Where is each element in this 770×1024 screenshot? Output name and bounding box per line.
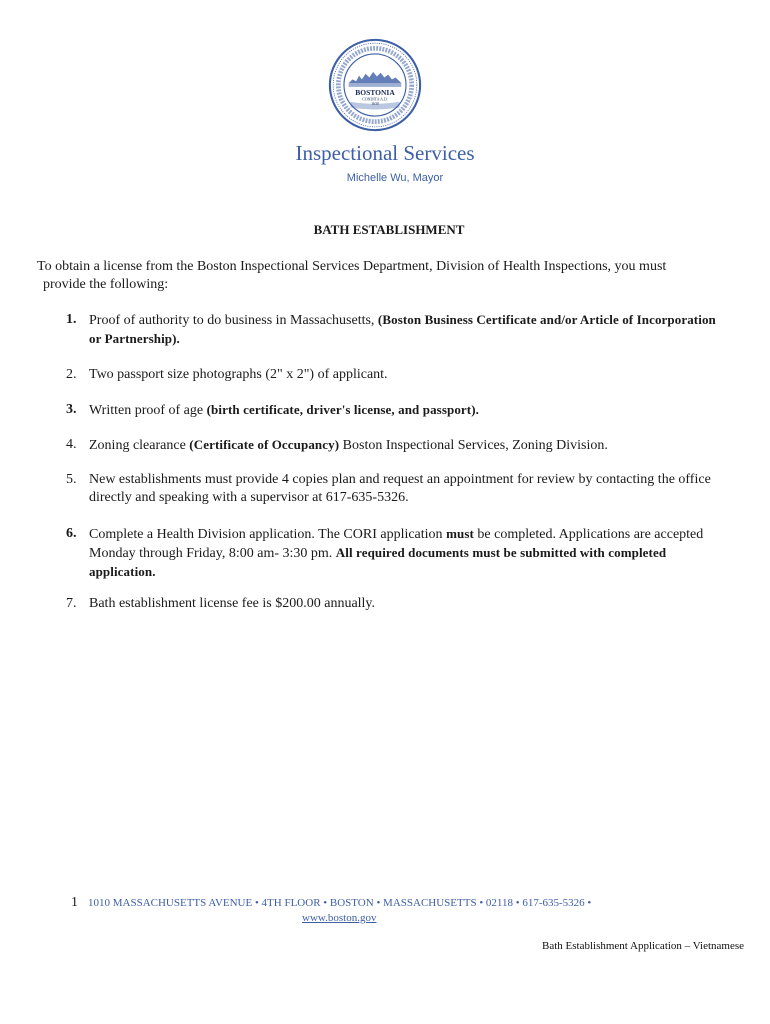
requirement-item <box>66 436 731 455</box>
requirement-item <box>66 366 731 384</box>
seal-bostonia-text: BOSTONIA <box>355 87 395 97</box>
intro-line-2: provide the following: <box>43 277 169 292</box>
mayor-name: Michelle Wu, Mayor <box>346 172 444 184</box>
requirement-item <box>66 471 731 507</box>
document-title: BATH ESTABLISHMENT <box>313 222 465 237</box>
requirement-text: Bath establishment license fee is $200.00 annually. <box>89 596 376 611</box>
seal-year-text: 1630 <box>371 101 379 107</box>
requirement-text: Complete a Health Division application. The CORI application must be completed. Applications are accepted Monday through Friday, 8:00 am- 3:30 pm. All required documents must be submitted with completed application. <box>89 526 704 579</box>
requirement-number: 7. <box>66 596 77 611</box>
footer-website-link[interactable]: www.boston.gov <box>302 912 377 924</box>
requirement-number: 6. <box>66 526 77 541</box>
requirement-number: 2. <box>66 367 77 382</box>
requirement-number: 5. <box>66 472 77 487</box>
requirement-text: Written proof of age (birth certificate, driver's license, and passport). <box>89 402 479 418</box>
requirement-number: 1. <box>66 312 77 327</box>
document-footer-label: Bath Establishment Application – Vietnamese <box>542 940 744 952</box>
requirement-item <box>66 311 731 349</box>
page-number: 1 <box>71 895 78 910</box>
requirement-text: Zoning clearance (Certificate of Occupancy) Boston Inspectional Services, Zoning Division. <box>89 437 608 453</box>
requirement-number: 4. <box>66 437 77 452</box>
department-name: Inspectional Services <box>295 141 475 165</box>
seal-condita-text: CONDITA A.D. <box>362 96 388 102</box>
requirement-number: 3. <box>66 402 77 417</box>
requirement-text: Proof of authority to do business in Massachusetts, (Boston Business Certificate and/or Article of Incorporation or Partnership). <box>89 312 716 346</box>
requirement-item <box>66 401 731 420</box>
requirement-item <box>66 595 731 613</box>
requirement-item <box>66 525 731 582</box>
requirement-text: Two passport size photographs (2" x 2") of applicant. <box>89 367 388 382</box>
intro-line-1: To obtain a license from the Boston Inspectional Services Department, Division of Health Inspections, you must <box>37 259 667 274</box>
requirement-text: New establishments must provide 4 copies plan and request an appointment for review by contacting the office directly and speaking with a supervisor at 617-635-5326. <box>89 472 711 505</box>
footer-address: 1010 MASSACHUSETTS AVENUE • 4TH FLOOR • BOSTON • MASSACHUSETTS • 02118 • 617-635-5326 • <box>88 897 592 909</box>
